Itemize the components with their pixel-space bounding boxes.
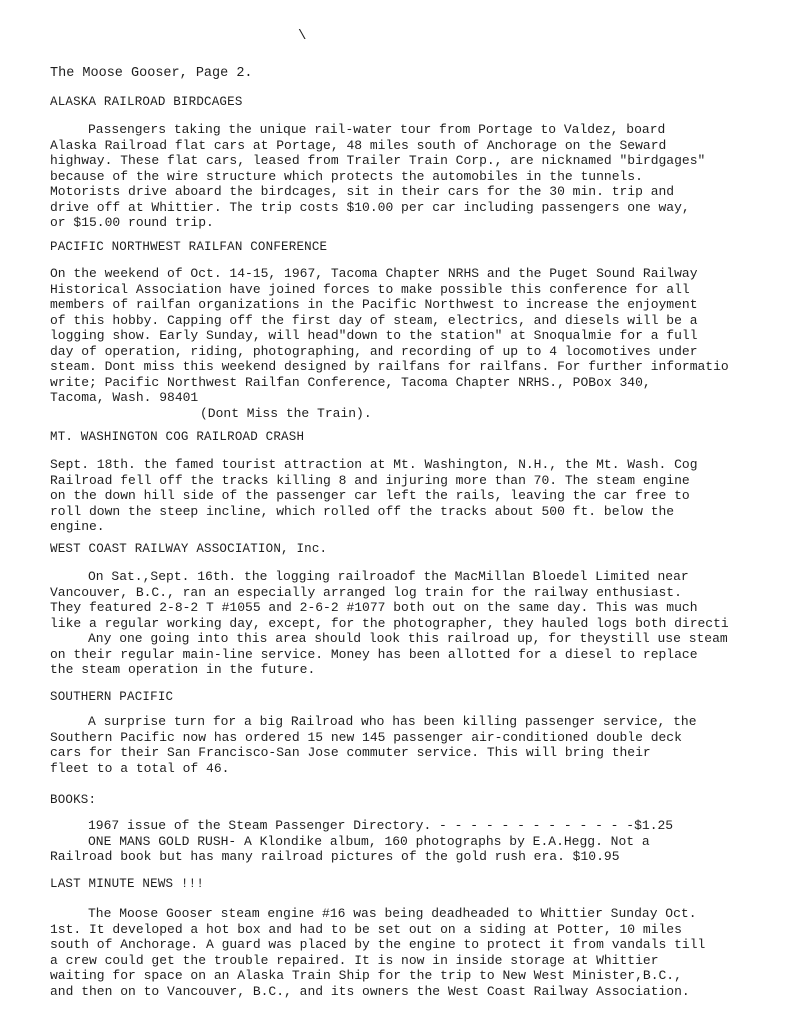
section-heading-cog-crash: MT. WASHINGTON COG RAILROAD CRASH — [50, 430, 305, 444]
body-line: members of railfan organizations in the Pacific Northwest to increase the enjoyment — [50, 297, 698, 312]
body-line: because of the wire structure which protects the automobiles in the tunnels. — [50, 168, 643, 184]
body-line: on their regular main-line service. Money has been allotted for a diesel to replace — [50, 646, 698, 662]
body-line: like a regular working day, except, for the photographer, they hauled logs both directi — [50, 615, 729, 631]
body-line: Railroad book but has many railroad pictures of the gold rush era. $10.95 — [50, 849, 620, 864]
body-line: 1st. It developed a hot box and had to be set out on a siding at Potter, 10 miles — [50, 921, 682, 937]
section-heading-southern-pacific: SOUTHERN PACIFIC — [50, 690, 174, 704]
body-line: Vancouver, B.C., ran an especially arranged log train for the railway enthusiast. — [50, 584, 682, 600]
body-line: logging show. Early Sunday, will head"down to the station" at Snoqualmie for a full — [50, 328, 698, 343]
section-body-last-minute-news — [50, 906, 750, 999]
body-line: Any one going into this area should look this railroad up, for theystill use steam — [88, 631, 728, 646]
section-body-birdcages — [50, 122, 750, 231]
body-line: On the weekend of Oct. 14-15, 1967, Tacoma Chapter NRHS and the Puget Sound Railway — [50, 266, 698, 281]
body-line: Historical Association have joined forces to make possible this conference for all — [50, 281, 690, 297]
body-line: cars for their San Francisco-San Jose commuter service. This will bring their — [50, 745, 651, 760]
stray-mark: \ — [298, 28, 307, 44]
section-body-cog-crash — [50, 457, 750, 535]
body-line: waiting for space on an Alaska Train Ship for the trip to New West Minister,B.C., — [50, 968, 682, 983]
section-heading-last-minute-news: LAST MINUTE NEWS !!! — [50, 877, 205, 891]
body-line: A surprise turn for a big Railroad who has been killing passenger service, the — [88, 714, 697, 729]
body-line-tagline: (Dont Miss the Train). — [200, 405, 372, 421]
body-line: steam. Dont miss this weekend designed by railfans for railfans. For further informatio — [50, 359, 729, 374]
body-line: The Moose Gooser steam engine #16 was being deadheaded to Whittier Sunday Oct. — [88, 906, 697, 921]
section-heading-books: BOOKS: — [50, 793, 97, 807]
body-line: Railroad fell off the tracks killing 8 and injuring more than 70. The steam engine — [50, 472, 690, 488]
section-heading-birdcages: ALASKA RAILROAD BIRDCAGES — [50, 95, 243, 109]
body-line: engine. — [50, 519, 105, 534]
body-line: south of Anchorage. A guard was placed by the engine to protect it from vandals till — [50, 937, 706, 952]
body-line: Sept. 18th. the famed tourist attraction at Mt. Washington, N.H., the Mt. Wash. Cog — [50, 457, 698, 472]
body-line: Motorists drive aboard the birdcages, sit in their cars for the 30 min. trip and — [50, 184, 675, 199]
body-line: on the down hill side of the passenger car left the rails, leaving the car free to — [50, 488, 690, 503]
body-line: of this hobby. Capping off the first day of steam, electrics, and diesels will be a — [50, 312, 698, 328]
body-line: and then on to Vancouver, B.C., and its owners the West Coast Railway Association. — [50, 983, 690, 999]
body-line: Alaska Railroad flat cars at Portage, 48 miles south of Anchorage on the Seward — [50, 137, 667, 153]
section-body-southern-pacific — [50, 714, 750, 776]
body-line: On Sat.,Sept. 16th. the logging railroadof the MacMillan Bloedel Limited near — [88, 569, 689, 584]
body-line: They featured 2-8-2 T #1055 and 2-6-2 #1077 both out on the same day. This was much — [50, 600, 698, 615]
body-line: Southern Pacific now has ordered 15 new 145 passenger air-conditioned double deck — [50, 729, 682, 745]
section-heading-west-coast: WEST COAST RAILWAY ASSOCIATION, Inc. — [50, 542, 328, 556]
body-line: day of operation, riding, photographing, and recording of up to 4 locomotives under — [50, 343, 698, 359]
body-line: a crew could get the trouble repaired. It is now in inside storage at Whittier — [50, 952, 659, 968]
body-line: ONE MANS GOLD RUSH- A Klondike album, 160 photographs by E.A.Hegg. Not a — [88, 833, 650, 849]
page-header: The Moose Gooser, Page 2. — [50, 66, 253, 81]
body-line: 1967 issue of the Steam Passenger Directory. - - - - - - - - - - - - -$1.25 — [88, 818, 674, 833]
body-line: highway. These flat cars, leased from Trailer Train Corp., are nicknamed "birdgages" — [50, 153, 706, 168]
body-line: write; Pacific Northwest Railfan Conference, Tacoma Chapter NRHS., POBox 340, — [50, 374, 651, 390]
body-line: or $15.00 round trip. — [50, 215, 214, 230]
body-line: Tacoma, Wash. 98401 — [50, 390, 199, 405]
body-line: the steam operation in the future. — [50, 662, 316, 677]
body-line: roll down the steep incline, which rolled off the tracks about 500 ft. below the — [50, 503, 675, 519]
section-heading-conference: PACIFIC NORTHWEST RAILFAN CONFERENCE — [50, 240, 328, 254]
body-line: fleet to a total of 46. — [50, 760, 230, 776]
section-body-west-coast — [50, 569, 750, 678]
section-body-conference — [50, 266, 750, 421]
section-body-books — [50, 818, 750, 865]
body-line: Passengers taking the unique rail-water tour from Portage to Valdez, board — [88, 122, 666, 137]
body-line: drive off at Whittier. The trip costs $10.00 per car including passengers one way, — [50, 199, 690, 215]
